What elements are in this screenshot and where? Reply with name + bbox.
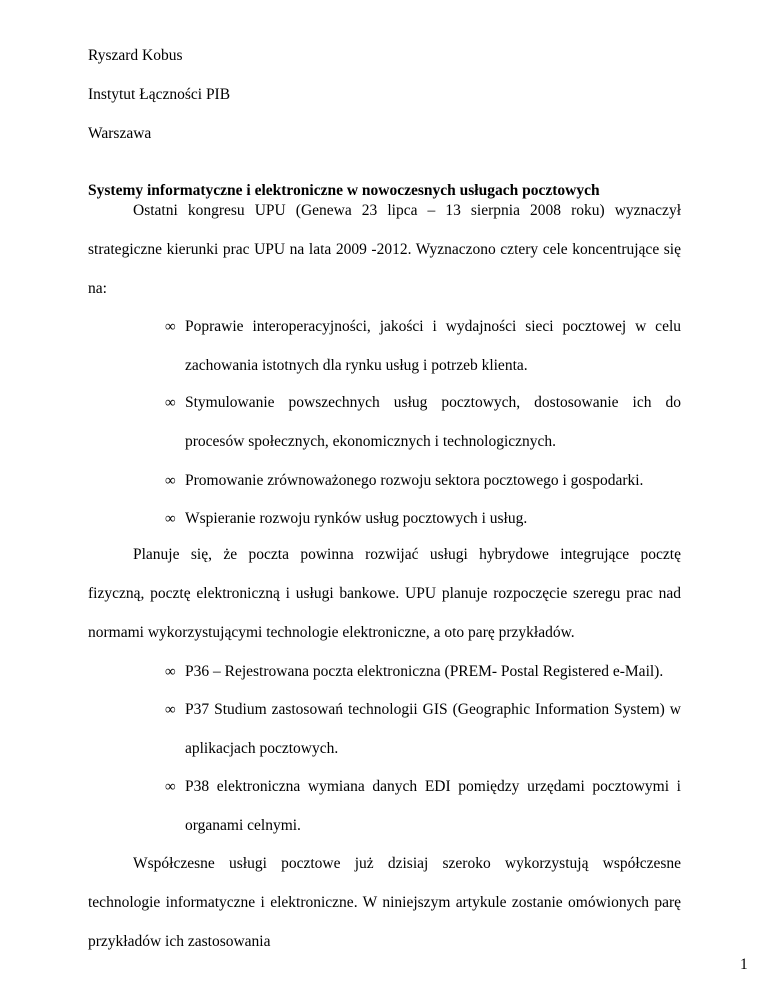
document-title: Systemy informatyczne i elektroniczne w nowoczesnych usługach pocztowych [88, 182, 600, 199]
intro-line-2: strategiczne kierunki prac UPU na lata 2009 -2012. Wyznaczono cztery cele koncentrujące się [88, 241, 681, 258]
hybrid-line-3: normami wykorzystującymi technologie elektroniczne, a oto parę przykładów. [88, 624, 575, 641]
bullet-icon: ∞ [165, 395, 176, 411]
paragraph-line [133, 202, 681, 220]
hybrid-line-1: Planuje się, że poczta powinna rozwijać usługi hybrydowe integrujące pocztę [133, 546, 681, 563]
goal-2-line-1: Stymulowanie powszechnych usług pocztowych, dostosowanie ich do [185, 394, 681, 411]
bullet-icon: ∞ [165, 664, 176, 680]
bullet-icon: ∞ [165, 319, 176, 335]
paragraph-line [88, 585, 681, 603]
paragraph-line [133, 855, 681, 873]
author-city: Warszawa [88, 125, 152, 142]
modern-line-1: Współczesne usługi pocztowe już dzisiaj szeroko wykorzystują współczesne [133, 855, 681, 872]
author-name: Ryszard Kobus [88, 47, 183, 64]
goal-1-line-2: zachowania istotnych dla rynku usług i potrzeb klienta. [185, 357, 528, 374]
goal-1-line-1: Poprawie interoperacyjności, jakości i wydajności sieci pocztowej w celu [185, 318, 681, 335]
bullet-icon: ∞ [165, 473, 176, 489]
list-item [185, 778, 681, 796]
example-3-line-2: organami celnymi. [185, 817, 301, 834]
intro-line-3: na: [88, 280, 107, 297]
goal-3-line-1: Promowanie zrównoważonego rozwoju sektora pocztowego i gospodarki. [185, 472, 644, 489]
example-2-line-1: P37 Studium zastosowań technologii GIS (Geographic Information System) w [185, 701, 681, 718]
bullet-icon: ∞ [165, 511, 176, 527]
paragraph-line [88, 894, 681, 912]
modern-line-3: przykładów ich zastosowania [88, 933, 271, 950]
example-2-line-2: aplikacjach pocztowych. [185, 740, 339, 757]
paragraph-line [88, 241, 681, 259]
hybrid-line-2: fizyczną, pocztę elektroniczną i usługi bankowe. UPU planuje rozpoczęcie szeregu prac nad [88, 585, 681, 602]
bullet-icon: ∞ [165, 779, 176, 795]
page-number: 1 [740, 956, 748, 973]
goal-2-line-2: procesów społecznych, ekonomicznych i technologicznych. [185, 433, 557, 450]
goal-4-line-1: Wspieranie rozwoju rynków usług pocztowych i usług. [185, 510, 528, 527]
author-institution: Instytut Łączności PIB [88, 86, 231, 103]
example-1-line-1: P36 – Rejestrowana poczta elektroniczna (PREM- Postal Registered e-Mail). [185, 663, 664, 680]
list-item [185, 318, 681, 336]
modern-line-2: technologie informatyczne i elektroniczne. W niniejszym artykule zostanie omówionych parę [88, 894, 681, 911]
list-item [185, 701, 681, 719]
example-3-line-1: P38 elektroniczna wymiana danych EDI pomiędzy urzędami pocztowymi i [185, 778, 681, 795]
intro-line-1: Ostatni kongresu UPU (Genewa 23 lipca – 13 sierpnia 2008 roku) wyznaczył [133, 202, 681, 219]
bullet-icon: ∞ [165, 702, 176, 718]
paragraph-line [133, 546, 681, 564]
list-item [185, 394, 681, 412]
